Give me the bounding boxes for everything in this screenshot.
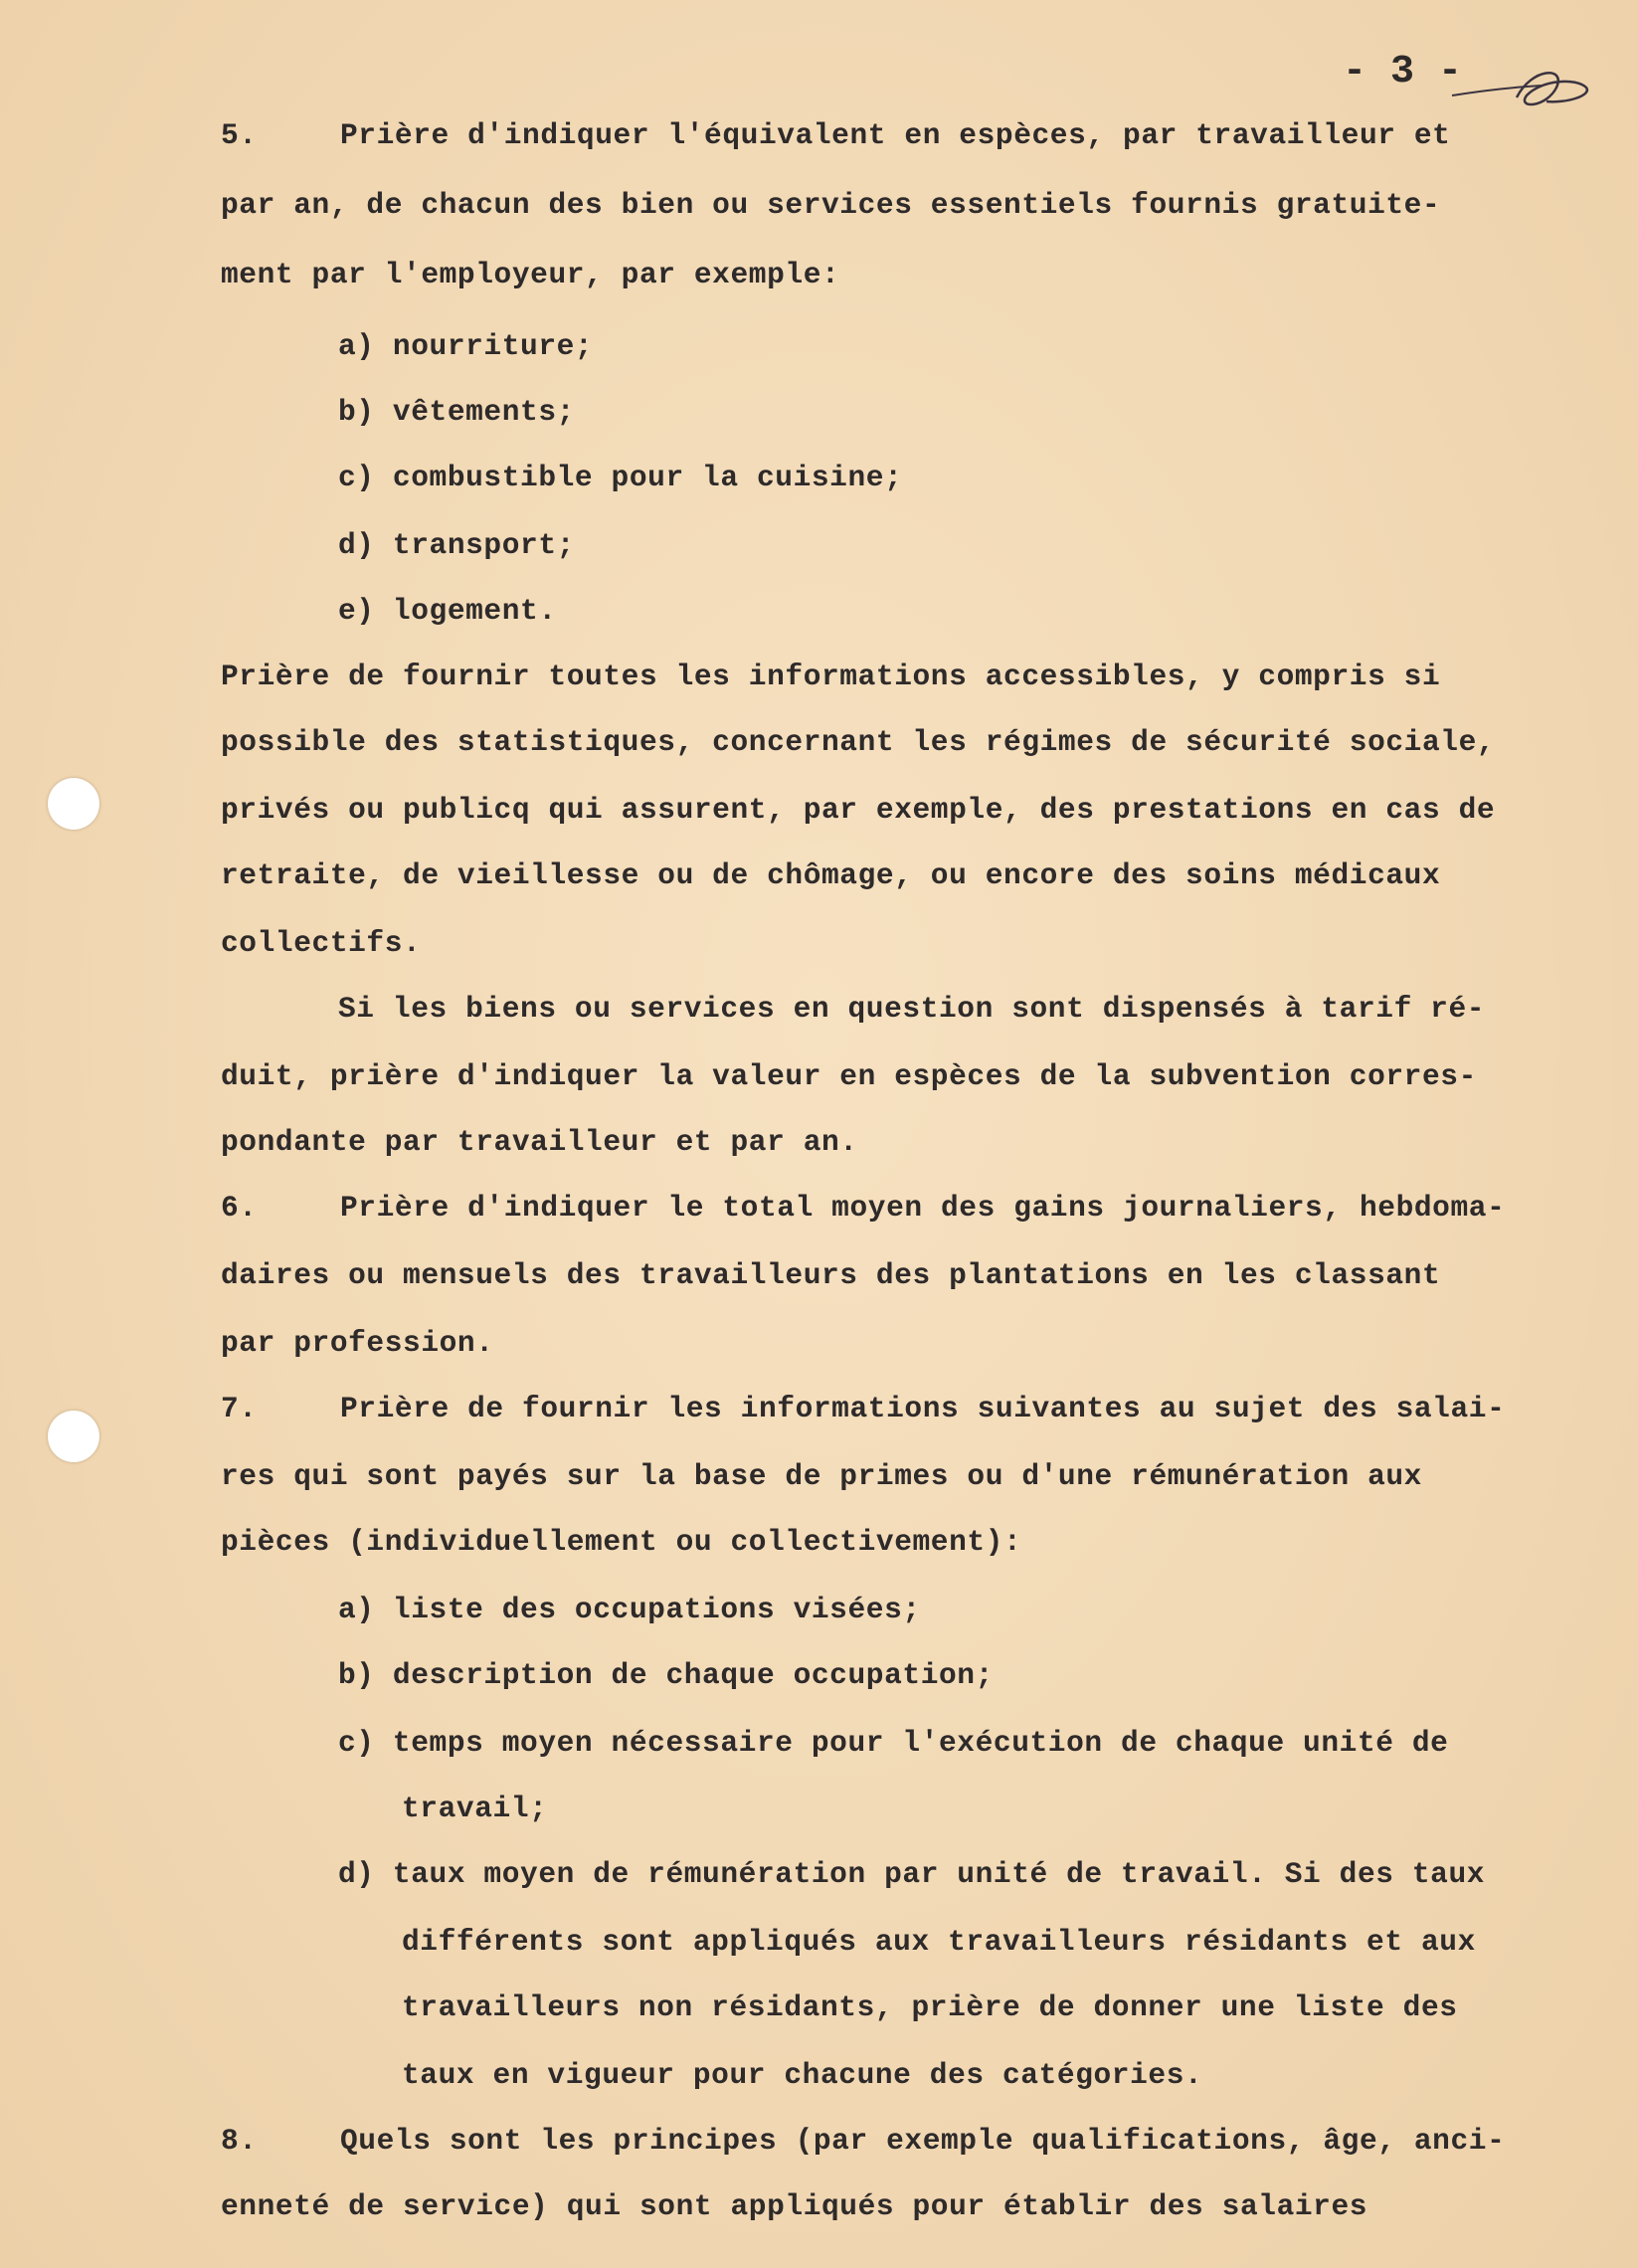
item-7-sub-a: a) liste des occupations visées; — [338, 1593, 921, 1626]
paragraph-line: pondante par travailleur et par an. — [221, 1125, 858, 1159]
line-text: Prière d'indiquer le total moyen des gains journaliers, hebdoma- — [340, 1191, 1506, 1225]
line-text: Prière de fournir les informations suivantes au sujet des salai- — [340, 1392, 1506, 1425]
item-7-sub-c: c) temps moyen nécessaire pour l'exécution de chaque unité de — [338, 1726, 1449, 1760]
item-7-line-3: pièces (individuellement ou collectivement): — [221, 1525, 1022, 1559]
item-8-line-2: enneté de service) qui sont appliqués pour établir des salaires — [221, 2189, 1368, 2223]
item-7-sub-b: b) description de chaque occupation; — [338, 1658, 994, 1692]
item-5-line-3: ment par l'employeur, par exemple: — [221, 258, 840, 291]
item-5-sub-d: d) transport; — [338, 528, 575, 562]
item-5-sub-b: b) vêtements; — [338, 395, 575, 429]
item-7-sub-d-cont: différents sont appliqués aux travailleurs résidants et aux — [402, 1925, 1476, 1959]
line-text: Prière d'indiquer l'équivalent en espèces, par travailleur et — [340, 118, 1451, 152]
item-number: 7. — [221, 1392, 258, 1425]
paragraph-line: Si les biens ou services en question sont dispensés à tarif ré- — [338, 992, 1486, 1026]
item-5-line-2: par an, de chacun des bien ou services essentiels fournis gratuite- — [221, 188, 1441, 222]
item-5-sub-c: c) combustible pour la cuisine; — [338, 461, 903, 494]
item-7-sub-d: d) taux moyen de rémunération par unité de travail. Si des taux — [338, 1857, 1486, 1891]
signature-initials — [1447, 58, 1596, 117]
item-7-sub-c-cont: travail; — [402, 1792, 548, 1825]
item-5-sub-e: e) logement. — [338, 594, 557, 628]
paragraph-line: duit, prière d'indiquer la valeur en espèces de la subvention corres- — [221, 1059, 1477, 1093]
item-number: 6. — [221, 1191, 258, 1225]
page-number: - 3 - — [1343, 50, 1463, 94]
item-6-line-1 — [221, 1190, 1505, 1226]
item-7-line-2: res qui sont payés sur la base de primes ou d'une rémunération aux — [221, 1459, 1422, 1493]
item-6-line-3: par profession. — [221, 1326, 494, 1360]
paragraph-line: possible des statistiques, concernant les régimes de sécurité sociale, — [221, 725, 1496, 759]
paragraph-line: collectifs. — [221, 926, 422, 960]
item-8-line-1 — [221, 2123, 1505, 2159]
item-7-sub-d-cont: travailleurs non résidants, prière de donner une liste des — [402, 1990, 1458, 2024]
paragraph-line: privés ou publicq qui assurent, par exemple, des prestations en cas de — [221, 793, 1496, 827]
item-7-sub-d-cont: taux en vigueur pour chacune des catégories. — [402, 2058, 1203, 2092]
item-6-line-2: daires ou mensuels des travailleurs des plantations en les classant — [221, 1258, 1441, 1292]
item-5-line-1 — [221, 117, 1450, 153]
item-7-line-1 — [221, 1391, 1505, 1426]
punch-hole-top — [48, 778, 99, 830]
item-number: 8. — [221, 2124, 258, 2158]
punch-hole-bottom — [48, 1411, 99, 1462]
paragraph-line: retraite, de vieillesse ou de chômage, ou encore des soins médicaux — [221, 858, 1441, 892]
item-number: 5. — [221, 118, 258, 152]
paragraph-line: Prière de fournir toutes les informations accessibles, y compris si — [221, 660, 1441, 693]
line-text: Quels sont les principes (par exemple qualifications, âge, anci- — [340, 2124, 1506, 2158]
item-5-sub-a: a) nourriture; — [338, 329, 594, 363]
